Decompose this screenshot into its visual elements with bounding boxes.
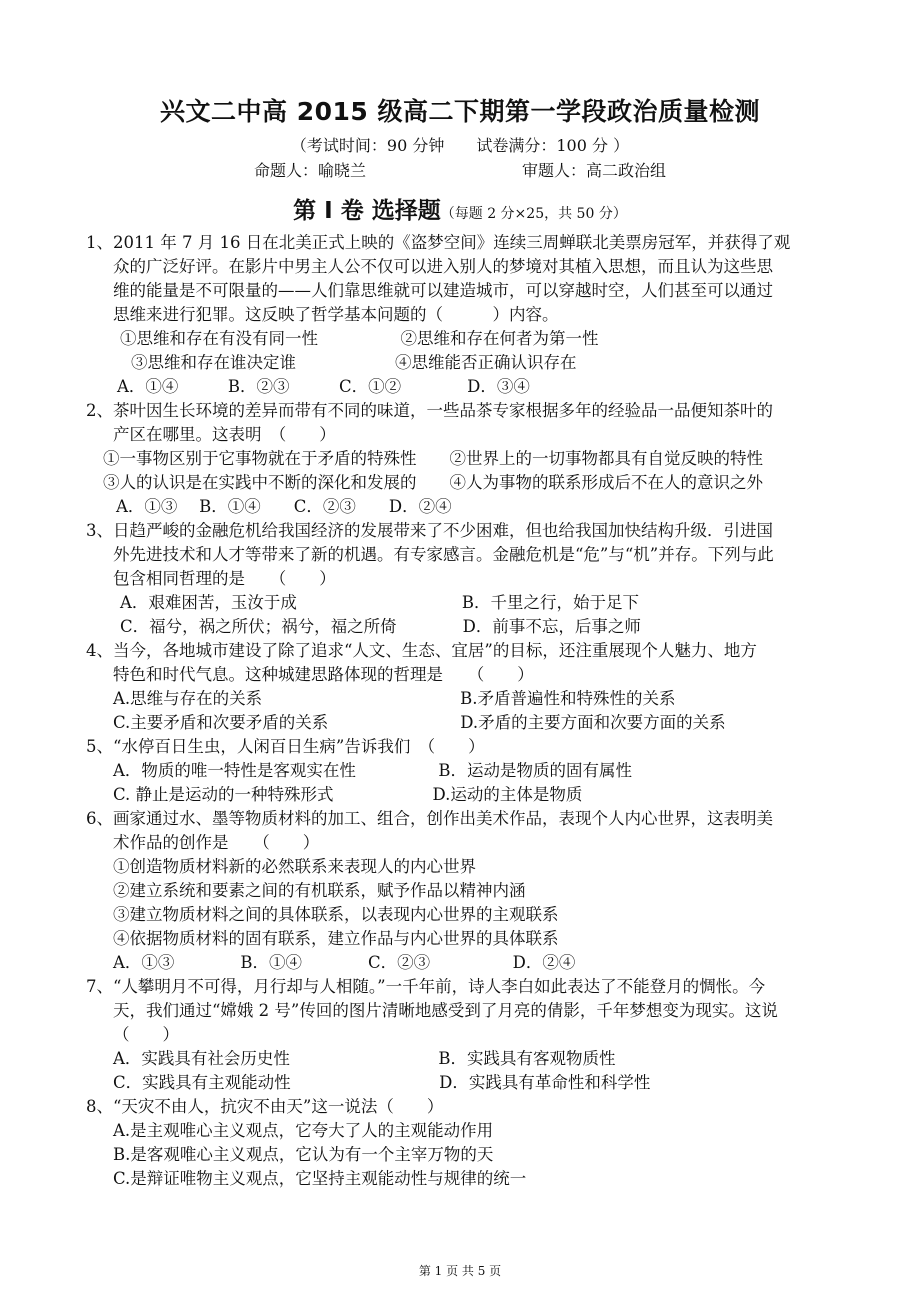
text-line: A.是主观唯心主义观点，它夸大了人的主观能动作用: [113, 1121, 494, 1140]
text-line: 外先进技术和人才等带来了新的机遇。有专家感言。金融危机是“危”与“机”并存。下列与此: [113, 545, 774, 564]
text-line: ③思维和存在谁决定谁 ④思维能否正确认识存在: [131, 353, 577, 372]
text-line: ①一事物区别于它事物就在于矛盾的特殊性 ②世界上的一切事物都具有自觉反映的特性: [103, 449, 763, 468]
text-line: B.是客观唯心主义观点，它认为有一个主宰万物的天: [113, 1145, 494, 1164]
text-line: ①思维和存在有没有同一性 ②思维和存在何者为第一性: [120, 329, 599, 348]
text-line: 思维来进行犯罪。这反映了哲学基本问题的（ ）内容。: [113, 305, 559, 324]
text-line: ③人的认识是在实践中不断的深化和发展的 ④人为事物的联系形成后不在人的意识之外: [103, 473, 763, 492]
text-line: C.主要矛盾和次要矛盾的关系 D.矛盾的主要方面和次要方面的关系: [113, 713, 726, 732]
text-line: ④依据物质材料的固有联系，建立作品与内心世界的具体联系: [113, 929, 559, 948]
text-line: 包含相同哲理的是 （ ）: [113, 569, 336, 588]
text-line: 术作品的创作是 （ ）: [113, 833, 320, 852]
text-line: 2、茶叶因生长环境的差异而带有不同的味道，一些品茶专家根据多年的经验品一品便知茶叶的: [86, 401, 773, 420]
page-footer: 第 1 页 共 5 页: [418, 1264, 502, 1278]
text-line: 维的能量是不可限量的——人们靠思维就可以建造城市，可以穿越时空，人们甚至可以通过: [113, 281, 773, 300]
reviewer: 审题人：高二政治组: [522, 161, 667, 180]
section-title: 第 I 卷 选择题: [293, 198, 441, 224]
text-line: 5、“水停百日生虫，人闲百日生病”告诉我们 （ ）: [86, 737, 485, 756]
text-line: 4、当今，各地城市建设了除了追求“人文、生态、宜居”的目标，还注重展现个人魅力、地方: [86, 641, 757, 660]
section-heading: [0, 192, 920, 225]
text-line: 特色和时代气息。这种城建思路体现的哲理是 （ ）: [113, 665, 534, 684]
text-line: ①创造物质材料新的必然联系来表现人的内心世界: [113, 857, 476, 876]
text-line: A.思维与存在的关系 B.矛盾普遍性和特殊性的关系: [113, 689, 676, 708]
text-line: A．艰难困苦，玉汝于成 B．千里之行，始于足下: [120, 593, 640, 612]
exam-info: （考试时间：90 分钟 试卷满分：100 分 ）: [290, 136, 630, 155]
text-line: 产区在哪里。这表明 （ ）: [113, 425, 336, 444]
text-line: A．①④ B．②③ C．①② D．③④: [117, 377, 530, 396]
text-line: C．福兮，祸之所伏；祸兮，福之所倚 D．前事不忘，后事之师: [120, 617, 641, 636]
text-line: A．①③ B．①④ C．②③ D．②④: [116, 497, 452, 516]
text-line: C．实践具有主观能动性 D．实践具有革命性和科学性: [113, 1073, 651, 1092]
page-title: 兴文二中高 2015 级高二下期第一学段政治质量检测: [160, 97, 760, 126]
text-line: A．实践具有社会历史性 B．实践具有客观物质性: [113, 1049, 616, 1068]
text-line: A．①③ B．①④ C．②③ D．②④: [113, 953, 576, 972]
text-line: 8、“天灾不由人，抗灾不由天”这一说法（ ）: [86, 1097, 444, 1116]
text-line: 1、2011 年 7 月 16 日在北美正式上映的《盗梦空间》连续三周蝉联北美票房冠军，并获得了观: [86, 233, 791, 252]
text-line: 天，我们通过“嫦娥 2 号”传回的图片清晰地感受到了月亮的倩影，千年梦想变为现实。这说: [113, 1001, 778, 1020]
text-line: （ ）: [113, 1025, 179, 1044]
text-line: C. 静止是运动的一种特殊形式 D.运动的主体是物质: [113, 785, 583, 804]
text-line: ②建立系统和要素之间的有机联系，赋予作品以精神内涵: [113, 881, 526, 900]
text-line: 众的广泛好评。在影片中男主人公不仅可以进入别人的梦境对其植入思想，而且认为这些思: [113, 257, 773, 276]
text-line: 3、日趋严峻的金融危机给我国经济的发展带来了不少困难，但也给我国加快结构升级．引进国: [86, 521, 773, 540]
text-line: C.是辩证唯物主义观点，它坚持主观能动性与规律的统一: [113, 1169, 527, 1188]
text-line: 7、“人攀明月不可得，月行却与人相随。”一千年前，诗人李白如此表达了不能登月的惆怅。今: [86, 977, 766, 996]
setter: 命题人：喻晓兰: [254, 161, 367, 180]
text-line: A．物质的唯一特性是客观实在性 B．运动是物质的固有属性: [113, 761, 633, 780]
text-line: 6、画家通过水、墨等物质材料的加工、组合，创作出美术作品，表现个人内心世界，这表明美: [86, 809, 773, 828]
section-note: （每题 2 分×25，共 50 分）: [440, 206, 627, 222]
text-line: ③建立物质材料之间的具体联系，以表现内心世界的主观联系: [113, 905, 559, 924]
